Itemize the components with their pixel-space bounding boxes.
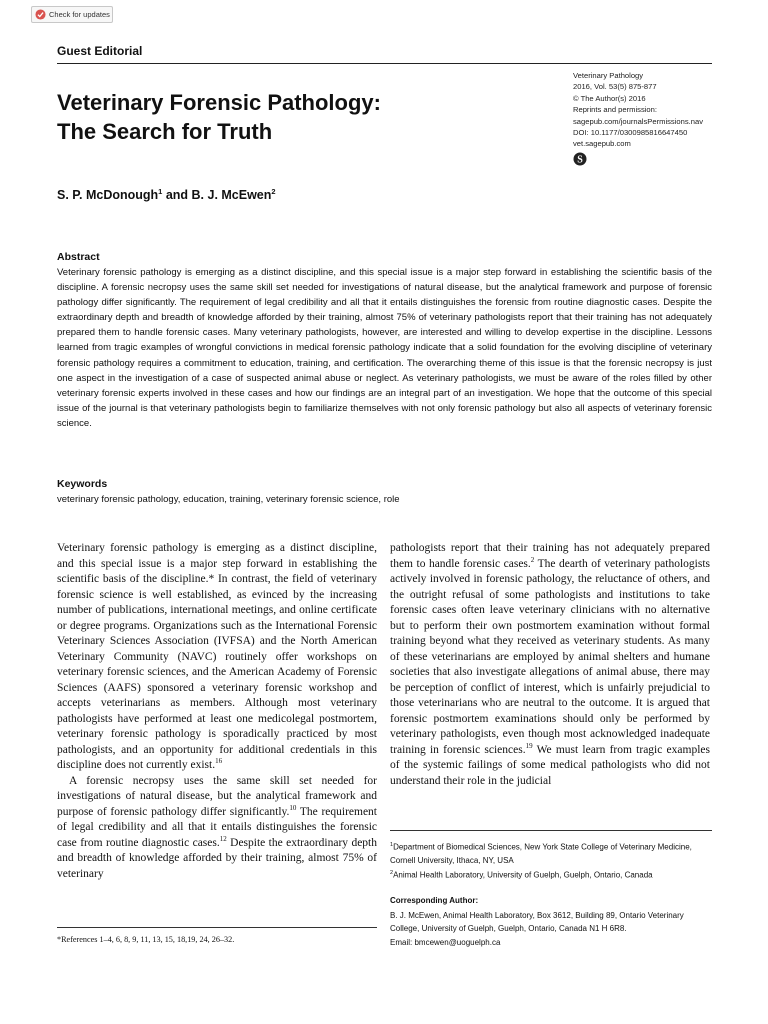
keywords-heading: Keywords — [57, 478, 108, 490]
body-text: We must learn from tragic examples of the systemic failings of some medical pathologists who did not understand their role in the judicial — [390, 743, 710, 787]
journal-name: Veterinary Pathology — [573, 71, 644, 80]
affiliation-1 — [390, 839, 715, 867]
permissions-link[interactable]: sagepub.com/journalsPermissions.nav — [573, 116, 704, 126]
affiliation-marker: 1 — [158, 187, 163, 196]
reprints-label: Reprints and permission: — [573, 105, 657, 115]
affiliation-text: Department of Biomedical Sciences, New York State College of Veterinary Medicine, Cornell University, Ithaca, NY, USA — [390, 842, 692, 865]
affiliation-2 — [390, 867, 715, 882]
citation-ref[interactable]: 2 — [530, 555, 535, 564]
body-paragraph — [57, 541, 377, 774]
citation-ref[interactable]: 19 — [525, 741, 533, 750]
body-text: Veterinary forensic pathology is emerging as a distinct discipline, and this special issue is a major step forward in establishing the scientific basis of the discipline.* In contrast, the field of veterinary forensic science is well established, as evinced by the increasing number of publications, international meetings, and online certificate or degree programs. Organizations such as the International Forensic Veterinary Sciences Association (IVFSA) and the North American Veterinary Community (NAVC) routinely offer workshops on veterinary forensic sciences, and the American Academy of Forensic Sciences (AAFS) sponsored a veterinary forensic workshop and accepts veterinarians as members. Although most veterinary pathologists have performed at least one medicolegal postmortem, veterinary forensic pathology is sporadically practiced by most pathologists, and an opportunity for additional credentials in this discipline does not currently exist. — [57, 542, 377, 771]
body-column-right — [390, 541, 710, 789]
check-updates-icon — [35, 9, 46, 20]
svg-text:S: S — [577, 154, 583, 166]
author-name: S. P. McDonough — [57, 188, 159, 203]
affiliation-marker: 2 — [390, 870, 394, 877]
body-text: A forensic necropsy uses the same skill set needed for investigations of natural disease, but the analytical framework and purpose of forensic pathology differ significantly. — [57, 774, 377, 818]
author-list — [57, 187, 276, 202]
body-text: The requirement of legal credibility and all that it entails distinguishes the forensic case from routine diagnostic cases. — [57, 805, 378, 849]
author-name: B. J. McEwen — [191, 188, 272, 203]
affiliation-marker: 2 — [271, 187, 276, 196]
citation-ref[interactable]: 10 — [289, 803, 297, 812]
references-footnote: *References 1–4, 6, 8, 9, 11, 13, 15, 18,19, 24, 26–32. — [57, 935, 235, 944]
title-line-2: The Search for Truth — [57, 119, 273, 144]
abstract-body: Veterinary forensic pathology is emerging as a distinct discipline, and this special issue is a major step forward in establishing the scientific basis of the discipline. A forensic necropsy uses the same skill set needed for investigations of natural disease, but the analytical framework and purpose of forensic pathology differ significantly. The requirement of legal credibility and all that it entails distinguishes the forensic from routine diagnostic cases. Despite the extraordinary depth and breadth of knowledge afforded by their training, almost 75% of veterinary pathologists report that their training has not adequately prepared them to handle forensic cases. Many veterinary pathologists, however, are interested and willing to develop expertise in the discipline. Lessons learned from tragic examples of wrongful convictions in medical forensic pathology indicate that a solid foundation for the evolving discipline of veterinary forensic pathology requires a commitment to education, training, and certification. The overarching theme of this issue is that the forensic necropsy is just one aspect in the investigation of a case of suspected animal abuse or neglect. As veterinary pathologists, we must be aware of the roles filled by other veterinary forensic experts involved in these cases and how our findings are an integral part of an investigation. We hope that the outcome of this special issue of the journal is that veterinary pathologists begin to familiarize themselves with not only forensic pathology but also all aspects of veterinary forensic science. — [57, 267, 712, 429]
corresponding-email[interactable]: Email: bmcewen@uoguelph.ca — [390, 937, 501, 947]
affiliations — [390, 839, 715, 882]
abstract-heading: Abstract — [57, 251, 100, 263]
citation-ref[interactable]: 16 — [215, 757, 223, 766]
journal-url[interactable]: vet.sagepub.com — [573, 139, 631, 149]
doi[interactable]: DOI: 10.1177/0300985816647450 — [573, 128, 688, 138]
sage-logo-icon — [573, 152, 587, 166]
corresponding-address: B. J. McEwen, Animal Health Laboratory, Box 3612, Building 89, Ontario Veterinary College, University of Guelph, Guelph, Ontario, Canada N1 H 6R8. — [390, 911, 684, 934]
body-column-left — [57, 541, 377, 882]
author-joiner: and — [162, 188, 192, 203]
corresponding-author-details — [390, 909, 715, 949]
article-title — [57, 88, 527, 146]
body-paragraph — [57, 774, 377, 883]
check-updates-label: Check for updates — [49, 10, 110, 19]
body-text: pathologists report that their training has not adequately prepared them to handle forensic cases. — [390, 542, 710, 570]
journal-volume: 2016, Vol. 53(5) 875-877 — [573, 82, 657, 92]
footnote-rule — [57, 927, 377, 928]
copyright: © The Author(s) 2016 — [573, 93, 646, 103]
journal-meta — [573, 70, 723, 169]
keywords-list: veterinary forensic pathology, education, training, veterinary forensic science, role — [57, 494, 400, 505]
body-paragraph — [390, 541, 710, 789]
body-text: Despite the extraordinary depth and breadth of knowledge afforded by their training, almost 75% of veterinary — [57, 836, 378, 880]
citation-ref[interactable]: 12 — [219, 834, 227, 843]
check-for-updates-badge[interactable] — [31, 6, 113, 23]
affiliation-text: Animal Health Laboratory, University of Guelph, Guelph, Ontario, Canada — [393, 870, 653, 880]
header-rule — [57, 63, 712, 64]
section-label: Guest Editorial — [57, 44, 143, 58]
corresponding-author-heading: Corresponding Author: — [390, 896, 479, 905]
affiliation-rule — [390, 830, 712, 831]
title-line-1: Veterinary Forensic Pathology: — [57, 90, 381, 115]
affiliation-marker: 1 — [390, 842, 394, 848]
body-text: The dearth of veterinary pathologists actively involved in forensic pathology, the reluctance of others, and the outright refusal of some pathologists and institutions to take forensic cases often leave veterinary clinicians with no alternative but to perform their own postmortem examination without formal training beyond what they received as veterinary students. As many of these veterinarians are employed by animal shelters and humane societies that also investigate allegations of animal abuse, there may be perception of conflict of interest, which is unfairly prejudicial to those veterinarians who are neutral to the outcome. It is argued that forensic postmortem examinations should only be performed by veterinary pathologists, even though most acknowledged inadequate training in forensic sciences. — [390, 557, 710, 756]
